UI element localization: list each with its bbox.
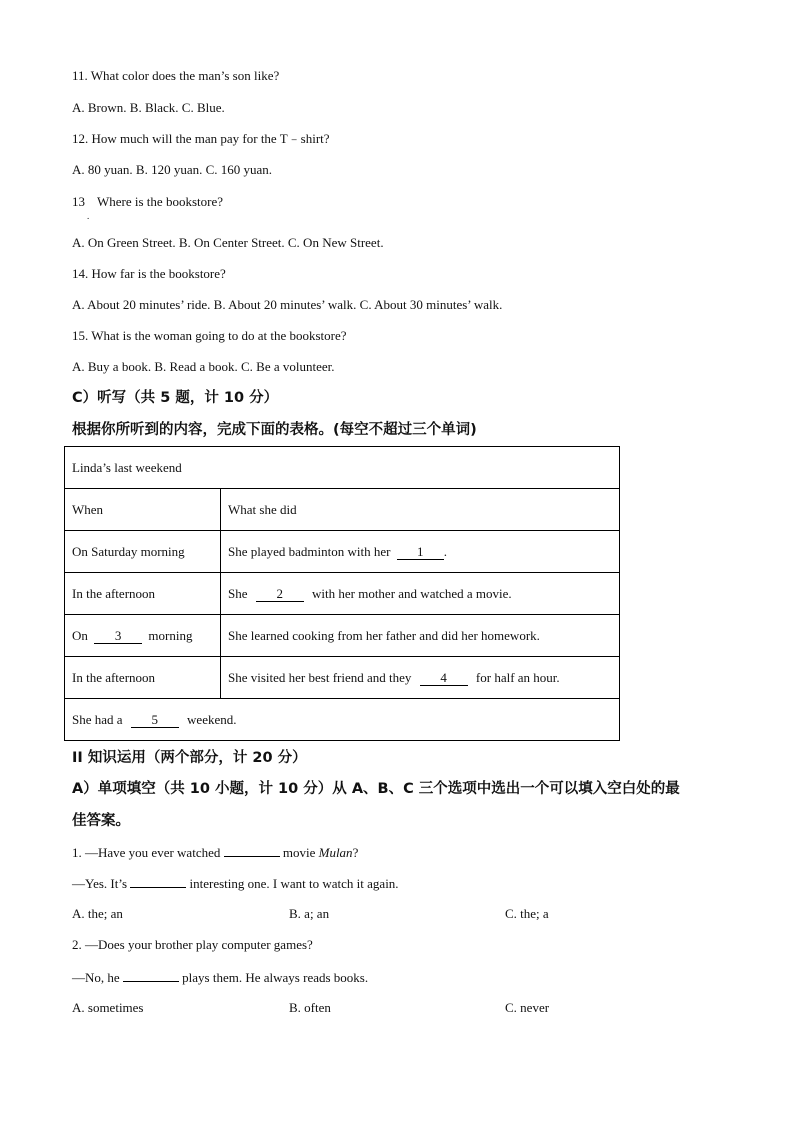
cell-text: . — [443, 543, 447, 559]
what-cell — [221, 573, 620, 615]
q2-text: —No, he — [72, 970, 120, 985]
part-2-subheading-line-1: A）单项填空（共 10 小题，计 10 分）从 A、B、C 三个选项中选出一个可以填入空白处的最 — [72, 781, 680, 797]
section-c-instruction: 根据你所听到的内容，完成下面的表格。(每空不超过三个单词) — [72, 422, 477, 438]
table-row — [65, 531, 620, 573]
blank-4[interactable]: 4 — [420, 671, 468, 686]
question-1-option-c[interactable]: C. the; a — [505, 906, 549, 921]
what-cell — [221, 657, 620, 699]
q1-blank-1[interactable] — [224, 844, 280, 857]
question-13-options: A. On Green Street. B. On Center Street. C. On New Street. — [72, 235, 384, 250]
cell-text: She played badminton with her — [228, 543, 391, 559]
dictation-table — [64, 446, 620, 741]
table-title-row — [65, 447, 620, 489]
part-2-heading: II 知识运用（两个部分，计 20 分） — [72, 750, 307, 766]
blank-3[interactable]: 3 — [94, 629, 142, 644]
what-cell — [221, 531, 620, 573]
table-row — [65, 699, 620, 741]
column-header-when: When — [65, 489, 221, 531]
cell-text: She visited her best friend and they — [228, 669, 412, 685]
cell-text: with her mother and watched a movie. — [312, 585, 512, 601]
question-1-option-b[interactable]: B. a; an — [289, 906, 330, 921]
summary-cell — [65, 699, 620, 741]
cell-text: On — [72, 627, 88, 643]
blank-2[interactable]: 2 — [256, 587, 304, 602]
table-row — [65, 573, 620, 615]
table-header-row — [65, 489, 620, 531]
when-cell — [65, 615, 221, 657]
question-13-dot: . — [87, 211, 90, 221]
cell-text: She — [228, 585, 248, 601]
cell-text: for half an hour. — [475, 669, 560, 685]
cell-text: She had a — [72, 711, 123, 727]
cell-text: weekend. — [187, 711, 237, 727]
table-row — [65, 657, 620, 699]
question-11-options: A. Brown. B. Black. C. Blue. — [72, 100, 225, 115]
question-12: 12. How much will the man pay for the T﹣shirt? — [72, 131, 330, 146]
question-1-option-a[interactable]: A. the; an — [72, 906, 123, 921]
movie-title: Mulan — [318, 845, 353, 860]
column-header-what: What she did — [221, 489, 620, 531]
what-cell: She learned cooking from her father and did her homework. — [221, 615, 620, 657]
question-15: 15. What is the woman going to do at the bookstore? — [72, 328, 347, 343]
question-2-option-c[interactable]: C. never — [505, 1000, 550, 1015]
question-15-options: A. Buy a book. B. Read a book. C. Be a volunteer. — [72, 359, 335, 374]
question-11: 11. What color does the man’s son like? — [72, 68, 280, 83]
q2-text: plays them. He always reads books. — [182, 970, 369, 985]
question-1-line-1 — [72, 844, 358, 861]
question-1-line-2 — [72, 875, 399, 892]
q1-blank-2[interactable] — [130, 875, 186, 888]
section-c-heading: C）听写（共 5 题，计 10 分） — [72, 390, 279, 406]
question-2-option-a[interactable]: A. sometimes — [72, 1000, 144, 1015]
question-2-option-b[interactable]: B. often — [289, 1000, 331, 1015]
q1-text: —Yes. It’s — [72, 876, 128, 891]
blank-1[interactable]: 1 — [397, 545, 444, 560]
part-2-subheading-line-2: 佳答案。 — [72, 813, 130, 829]
q1-text: ? — [352, 845, 359, 860]
q1-text: 1. —Have you ever watched — [72, 845, 221, 860]
q1-text: movie — [282, 845, 316, 860]
blank-5[interactable]: 5 — [131, 713, 179, 728]
when-cell: In the afternoon — [65, 657, 221, 699]
question-2-line-2 — [72, 969, 368, 986]
question-13-text: Where is the bookstore? — [97, 194, 223, 209]
cell-text: morning — [148, 627, 193, 643]
table-row — [65, 615, 620, 657]
when-cell: On Saturday morning — [65, 531, 221, 573]
q2-blank[interactable] — [123, 969, 179, 982]
question-12-options: A. 80 yuan. B. 120 yuan. C. 160 yuan. — [72, 162, 273, 177]
when-cell: In the afternoon — [65, 573, 221, 615]
table-title: Linda’s last weekend — [65, 447, 620, 489]
question-14: 14. How far is the bookstore? — [72, 266, 226, 281]
q1-text: interesting one. I want to watch it again. — [189, 876, 399, 891]
question-13-number: 13 — [72, 194, 85, 209]
question-14-options: A. About 20 minutes’ ride. B. About 20 minutes’ walk. C. About 30 minutes’ walk. — [72, 297, 503, 312]
question-2-line-1: 2. —Does your brother play computer games? — [72, 937, 313, 952]
